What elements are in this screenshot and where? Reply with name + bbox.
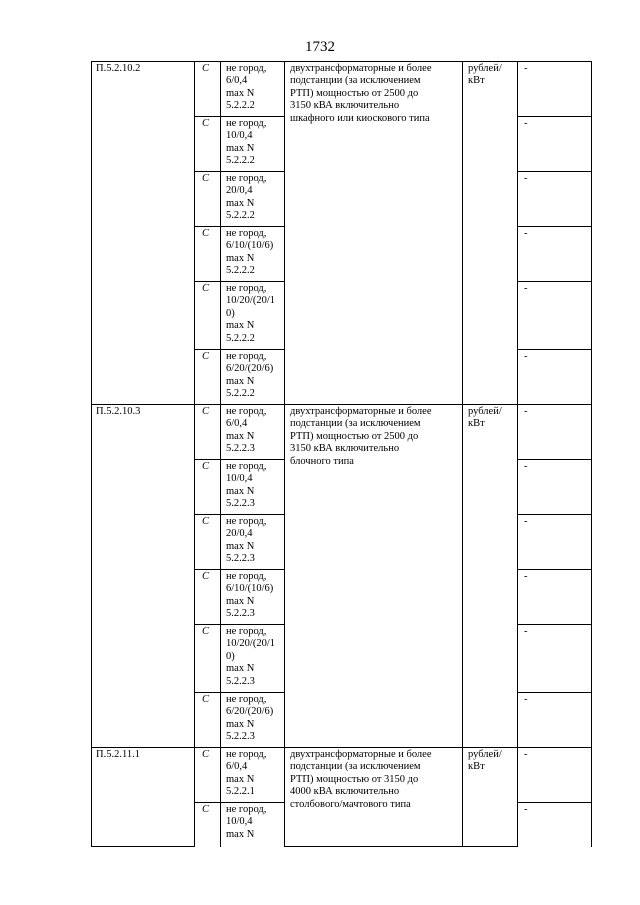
category-letter-cell: C [195,117,221,172]
condition-line: 5.2.2.1 [226,786,255,798]
condition-line: 6/0,4 [226,75,248,87]
value-cell: - [518,405,592,460]
value-cell: - [518,350,592,405]
condition-cell [221,282,285,350]
condition-line: max N [226,252,255,264]
description-line: 3150 кВА включительно [290,100,400,112]
description-line: столбового/мачтового типа [290,798,411,810]
condition-cell [221,117,285,172]
condition-line: 5.2.2.3 [226,675,255,687]
condition-cell [221,748,285,803]
description-line: РТП) мощностью от 2500 до [290,430,419,442]
condition-line: не город, [226,804,267,815]
description-line: подстанции (за исключением [290,418,421,430]
page-number: 1732 [305,39,335,55]
condition-cell [221,62,285,117]
condition-line: max N [226,375,255,387]
condition-line: max N [226,540,255,552]
condition-line: max N [226,485,255,497]
condition-cell [221,350,285,405]
category-letter-cell: C [195,405,221,460]
description-line: 4000 кВА включительно [290,786,400,798]
condition-line: max N [226,142,255,154]
condition-line: 6/20/(20/6) [226,363,274,375]
category-letter-cell: C [195,172,221,227]
condition-cell [221,803,285,847]
condition-line: max N [226,87,255,99]
tariff-table [91,61,592,847]
condition-line: max N [226,595,255,607]
table-row [92,748,592,803]
condition-line: 5.2.2.2 [226,210,255,222]
condition-line: 20/0,4 [226,528,253,540]
condition-line: не город, [226,173,267,184]
description-line: шкафного или киоскового типа [290,112,430,124]
condition-line: 10/0,4 [226,816,253,828]
condition-line: 10/0,4 [226,473,253,485]
category-letter-cell: C [195,460,221,515]
unit-cell [463,748,518,847]
category-letter-cell: C [195,350,221,405]
condition-line: 0) [226,650,235,662]
description-line: РТП) мощностью от 2500 до [290,87,419,99]
description-line: подстанции (за исключением [290,761,421,773]
condition-line: 5.2.2.3 [226,443,255,455]
description-cell [285,62,463,405]
condition-line: max N [226,430,255,442]
description-line: блочного типа [290,455,354,467]
condition-line: max N [226,320,255,332]
category-letter-cell: C [195,515,221,570]
unit-cell [463,62,518,405]
item-number-cell: П.5.2.11.1 [92,748,195,847]
condition-line: не город, [226,516,267,527]
condition-line: 10/20/(20/1 [226,295,275,307]
condition-line: не город, [226,406,267,417]
condition-line: 5.2.2.2 [226,388,255,400]
condition-line: 5.2.2.3 [226,498,255,510]
condition-line: max N [226,828,255,840]
condition-cell [221,625,285,693]
condition-line: не город, [226,283,267,294]
condition-line: 20/0,4 [226,185,253,197]
condition-line: 5.2.2.3 [226,731,255,743]
condition-line: max N [226,197,255,209]
category-letter-cell: C [195,803,221,847]
condition-line: 5.2.2.2 [226,265,255,277]
value-cell: - [518,117,592,172]
description-line: двухтрансформаторные и более [290,406,432,417]
condition-line: max N [226,663,255,675]
condition-line: не город, [226,118,267,129]
condition-line: не город, [226,749,267,760]
condition-line: 5.2.2.2 [226,100,255,112]
unit-line: кВт [468,75,485,87]
value-cell: - [518,62,592,117]
table-row [92,62,592,117]
value-cell: - [518,515,592,570]
unit-line: кВт [468,761,485,773]
description-line: 3150 кВА включительно [290,443,400,455]
condition-line: 10/20/(20/1 [226,638,275,650]
unit-cell [463,405,518,748]
condition-line: 6/10/(10/6) [226,240,274,252]
condition-line: max N [226,718,255,730]
condition-cell [221,693,285,748]
category-letter-cell: C [195,282,221,350]
condition-line: max N [226,773,255,785]
unit-line: рублей/ [468,749,502,760]
unit-line: рублей/ [468,63,502,74]
item-number-cell: П.5.2.10.3 [92,405,195,748]
condition-line: 6/0,4 [226,761,248,773]
condition-cell [221,570,285,625]
condition-line: не город, [226,351,267,362]
value-cell: - [518,227,592,282]
item-number-cell: П.5.2.10.2 [92,62,195,405]
condition-line: 5.2.2.2 [226,155,255,167]
condition-cell [221,460,285,515]
condition-line: 6/0,4 [226,418,248,430]
condition-line: не город, [226,228,267,239]
value-cell: - [518,625,592,693]
condition-line: не город, [226,461,267,472]
condition-line: 6/10/(10/6) [226,583,274,595]
condition-line: 5.2.2.3 [226,553,255,565]
condition-line: 5.2.2.3 [226,608,255,620]
description-cell [285,405,463,748]
condition-cell [221,227,285,282]
condition-cell [221,172,285,227]
condition-line: 0) [226,307,235,319]
value-cell: - [518,282,592,350]
value-cell: - [518,460,592,515]
description-line: РТП) мощностью от 3150 до [290,773,419,785]
description-line: двухтрансформаторные и более [290,749,432,760]
unit-line: кВт [468,418,485,430]
category-letter-cell: C [195,62,221,117]
value-cell: - [518,803,592,847]
condition-line: не город, [226,571,267,582]
table-row [92,405,592,460]
category-letter-cell: C [195,625,221,693]
unit-line: рублей/ [468,406,502,417]
value-cell: - [518,172,592,227]
category-letter-cell: C [195,570,221,625]
category-letter-cell: C [195,227,221,282]
value-cell: - [518,693,592,748]
condition-cell [221,405,285,460]
condition-line: 6/20/(20/6) [226,706,274,718]
condition-line: 5.2.2.2 [226,332,255,344]
condition-line: 10/0,4 [226,130,253,142]
category-letter-cell: C [195,748,221,803]
description-cell [285,748,463,847]
description-line: подстанции (за исключением [290,75,421,87]
value-cell: - [518,748,592,803]
condition-line: не город, [226,626,267,637]
description-line: двухтрансформаторные и более [290,63,432,74]
condition-line: не город, [226,694,267,705]
value-cell: - [518,570,592,625]
category-letter-cell: C [195,693,221,748]
condition-cell [221,515,285,570]
condition-line: не город, [226,63,267,74]
